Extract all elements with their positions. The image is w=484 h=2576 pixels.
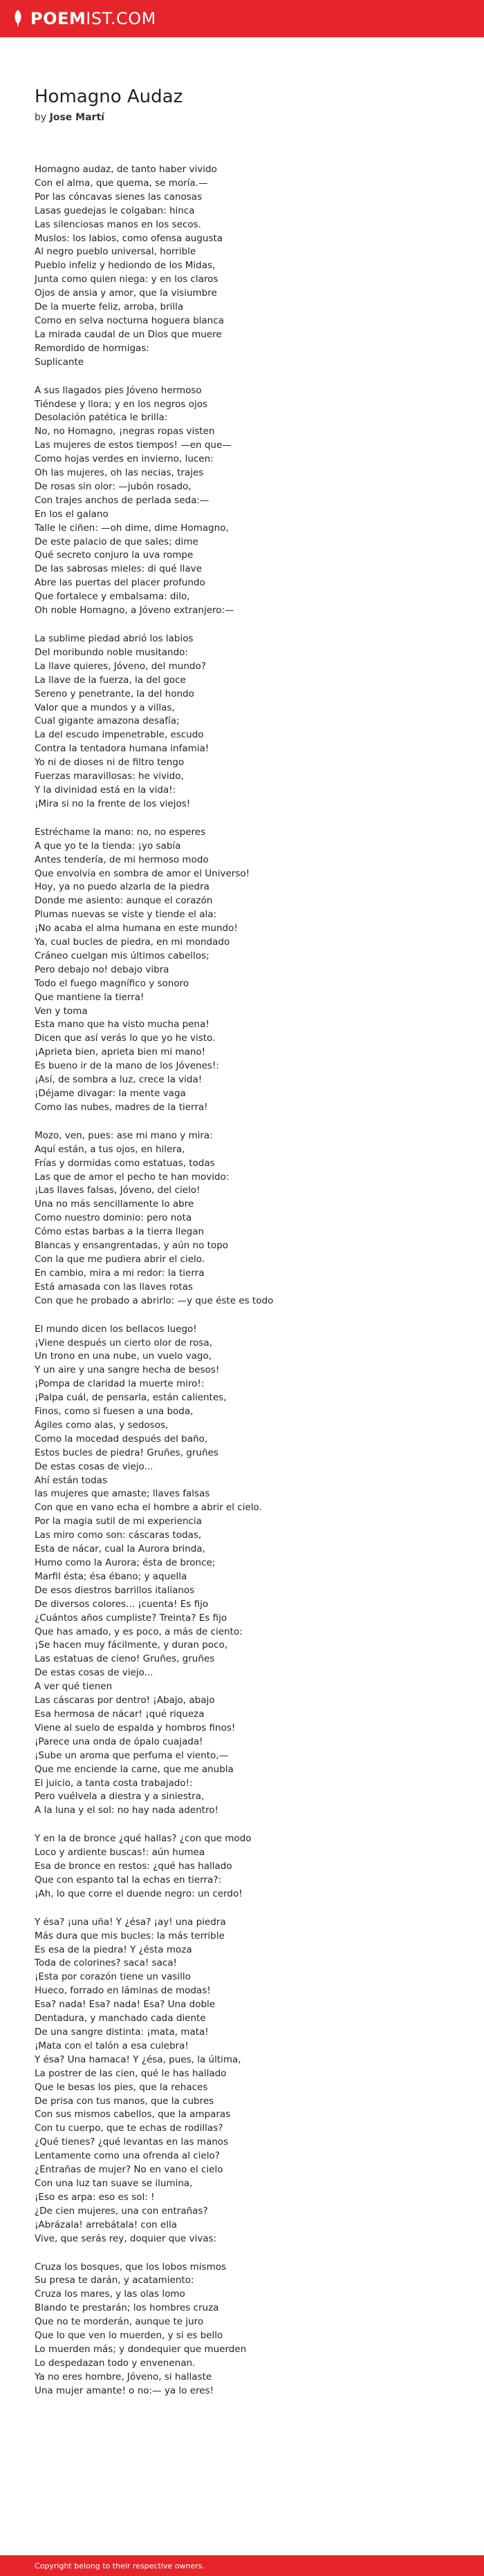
poem-line: Y ésa? ¡una uña! Y ¿ésa? ¡ay! una piedra [35,1916,226,1928]
poem-line: Del moribundo noble musitando: [35,646,188,658]
poem-line: Ven y toma [35,1005,88,1017]
poem-line: Ahí están todas [35,1474,108,1486]
poem-line: Cruza los mares, y las olas lomo [35,2288,185,2300]
stanza [35,384,484,618]
poem-line: El juicio, a tanta costa trabajado!: [35,1777,193,1789]
poem-line: Las mujeres de estos tiempos! —en que— [35,440,232,451]
poem-line: Que has amado, y es poco, a más de ciento: [35,1626,243,1637]
poem-line: Toda de colorines? saca! saca! [35,1957,177,1969]
poem-line: Como las nubes, madres de la tierra! [35,1101,208,1113]
poem-line: Cómo estas barbas a la tierra llegan [35,1226,205,1238]
poem-line: De estas cosas de viejo... [35,1460,153,1472]
poem-line: Pero debajo no! debajo vibra [35,963,169,975]
copyright-text: Copyright belong to their respective owners. [35,2561,205,2570]
poem-line: Por la magia sutil de mi experiencia [35,1516,202,1527]
poem-line: Sereno y penetrante, la del hondo [35,688,194,699]
poem-line: Con tu cuerpo, que te echas de rodillas? [35,2123,223,2134]
poem-line: Con que he probado a abrirlo: —y que éste es todo [35,1295,274,1306]
poem-line: Junta como quien niega: y en los claros [35,274,218,285]
poem-line: Oh noble Homagno, a Jóveno extranjero:— [35,605,234,617]
poem-line: Desolación patética le brilla: [35,412,168,424]
poem-line: Esa de bronce en restos: ¿qué has hallado [35,1861,232,1872]
poem-line: Yo ni de dioses ni de filtro tengo [35,757,185,769]
poem-line: De esos diestros barrillos italianos [35,1584,195,1596]
poem-line: No, no Homagno, ¡negras ropas visten [35,426,215,438]
poem-line: Abre las puertas del placer profundo [35,577,205,589]
poem-line: Es bueno ir de la mano de los Jóvenes!: [35,1060,219,1072]
poem-line: Frías y dormidas como estatuas, todas [35,1157,215,1169]
poem-line: La mirada caudal de un Dios que muere [35,328,222,340]
poem-line: Dicen que así verás lo que yo he visto. [35,1033,216,1044]
poem-line: ¡Eso es arpa: eso es sol: ! [35,2191,155,2203]
site-footer [0,2555,484,2576]
poem-line: Ya no eres hombre, Jóveno, si hallaste [35,2371,212,2382]
poem-line: Como la mocedad después del baño, [35,1433,208,1445]
poem-line: Cual gigante amazona desafía; [35,715,180,727]
poem-line: Blancas y ensangrentadas, y aún no topo [35,1240,229,1252]
poem-line: Vive, que serás rey, doquier que vivas: [35,2232,217,2244]
stanza [35,1129,484,1308]
poem-line: ¡Mira si no la frente de los viejos! [35,798,191,809]
poem-line: Por las cóncavas sienes las canosas [35,191,203,203]
poem-line: La llave quieres, Jóveno, del mundo? [35,660,206,672]
poem-line: Aquí están, a tus ojos, en hilera, [35,1143,185,1155]
poem-line: Humo como la Aurora; ésta de bronce; [35,1557,216,1568]
poem-line: ¡Parece una onda de ópalo cuajada! [35,1736,203,1747]
poem-line: A que yo te la tienda: ¡yo sabía [35,840,181,852]
poem-line: Estréchame la mano: no, no esperes [35,826,206,838]
poem-line: Qué secreto conjuro la uva rompe [35,549,194,561]
poem-line: Una mujer amante! o no:— ya lo eres! [35,2385,214,2396]
poem-line: ¡Viene después un cierto olor de rosa, [35,1337,212,1348]
poem-line: Está amasada con las llaves rotas [35,1281,193,1292]
poem-line: ¿De cien mujeres, una con entrañas? [35,2205,208,2217]
stanza [35,2261,484,2398]
poem-line: Hueco, forrado en láminas de modas! [35,1985,211,1997]
poem-line: Lo despedazan todo y envenenan. [35,2357,196,2369]
poem-line: Plumas nuevas se viste y tiende el ala: [35,909,217,921]
poem-line: ¡No acaba el alma humana en este mundo! [35,923,238,934]
poem-line: Remordido de hormigas: [35,342,149,354]
poem-line: Donde me asiento: aunque el corazón [35,895,213,907]
poem-line: Las miro como son: cáscaras todas, [35,1530,202,1541]
poem-line: Con sus mismos cabellos, que la amparas [35,2109,231,2121]
poem-line: Lasas guedejas le colgaban: hinca [35,205,195,216]
poem-line: Estos bucles de piedra! Gruñes, gruñes [35,1447,218,1458]
poem-line: Y en la de bronce ¿qué hallas? ¿con que modo [35,1833,252,1845]
poem-line: Marfil ésta; ésa ébano; y aquella [35,1570,187,1582]
poem-line: Antes tendería, de mi hermoso modo [35,854,209,865]
poem-line: Lo muerden más; y dondequier que muerden [35,2343,247,2355]
poem-line: A sus llagados pies Jóveno hermoso [35,384,202,396]
site-header [0,0,484,37]
poem-container [0,37,484,2398]
poem-line: Que mantiene la tierra! [35,991,145,1003]
poem-line: ¡Abrázala! arrebátala! con ella [35,2219,178,2230]
poem-line: ¿Qué tienes? ¿qué levantas en las manos [35,2136,229,2148]
poem-line: Blando te prestarán; los hombres cruza [35,2302,219,2314]
poem-line: Que con espanto tal la echas en tierra?: [35,1874,222,1886]
poem-line: En los el galano [35,508,109,520]
poem-line: Cráneo cuelgan mis últimos cabellos; [35,950,210,961]
poem-line: Una no más sencillamente lo abre [35,1198,194,1210]
poem-line: Mozo, ven, pues: ase mi mano y mira: [35,1129,213,1141]
poem-line: Pueblo infeliz y hediondo de los Midas, [35,260,216,272]
logo-bold: POEM [30,9,86,28]
poem-line: Contra la tentadora humana infamia! [35,743,210,755]
poem-line: Loco y ardiente buscas!: aún humea [35,1847,205,1859]
poem-line: ¡Pompa de claridad la muerte miro!: [35,1378,205,1390]
poem-line: Es esa de la piedra! Y ¿ésta moza [35,1944,192,1955]
poem-line: ¡Palpa cuál, de pensarla, están calientes, [35,1392,227,1404]
byline [35,112,484,123]
stanza [35,163,484,370]
poem-line: Y la divinidad está en la vida!: [35,784,176,796]
poem-line: Valor que a mundos y a villas, [35,702,175,713]
poem-line: Oh las mujeres, oh las necias, trajes [35,467,204,479]
poem-line: Que fortalece y embalsama: dilo, [35,591,190,603]
poem-line: Dentadura, y manchado cada diente [35,2013,206,2024]
poem-line: Fuerzas maravillosas: he vivido, [35,771,184,782]
poem-line: ¡Mata con el talón a esa culebra! [35,2040,189,2051]
poem-line: Finos, como si fuesen a una boda, [35,1406,194,1418]
poem-line: ¡Ah, lo que corre el duende negro: un cerdo! [35,1888,243,1899]
stanza [35,1832,484,1901]
poem-line: La postrer de las cien, qué le has hallado [35,2067,227,2079]
poem-line: Que le besas los pies, que la rehaces [35,2081,208,2093]
poem-line: De diversos colores... ¡cuenta! Es fijo [35,1598,209,1610]
poem-line: Como nuestro dominio: pero nota [35,1212,192,1224]
poem-line: En cambio, mira a mi redor: la tierra [35,1267,205,1279]
poem-line: Suplicante [35,356,84,368]
poem-line: De rosas sin olor: —jubón rosado, [35,480,192,492]
poem-line: Que lo que ven lo muerden, y si es bello [35,2330,223,2342]
poem-line: Como hojas verdes en invierno, lucen: [35,453,214,465]
poem-line: Y un aire y una sangre hecha de besos! [35,1364,220,1376]
poem-line: ¡Así, de sombra a luz, crece la vida! [35,1074,203,1086]
poem-line: Que no te morderán, aunque te juro [35,2316,204,2328]
poem-line: Esta de nácar, cual la Aurora brinda, [35,1543,205,1555]
poem-line: Con que en vano echa el hombre a abrir el cielo. [35,1502,262,1514]
poem-line: Ya, cual bucles de piedra, en mi mondado [35,937,230,948]
poem-line: Talle le ciñen: —oh dime, dime Homagno, [35,522,229,534]
poem-line: Hoy, ya no puedo alzarla de la piedra [35,881,210,893]
poem-line: Tiéndese y llora; y en los negros ojos [35,398,207,410]
poem-line: Las silenciosas manos en los secos. [35,218,201,230]
poem-line: ¿Cuántos años cumpliste? Treinta? Es fijo [35,1612,227,1624]
poem-line: ¡Sube un aroma que perfuma el viento,— [35,1749,229,1761]
poem-line: Más dura que mis bucles: la más terrible [35,1930,225,1942]
poem-line: De estas cosas de viejo... [35,1667,153,1679]
poem-line: ¡Se hacen muy fácilmente, y duran poco, [35,1639,227,1651]
stanza [35,632,484,811]
poem-line: Las cáscaras por dentro! ¡Abajo, abajo [35,1695,215,1707]
poem-line: Esa hermosa de nácar! ¡qué riqueza [35,1708,205,1720]
poem-line: De las sabrosas mieles: di qué llave [35,563,202,575]
poem-line: La llave de la fuerza, la del goce [35,674,186,686]
logo-light: IST.COM [86,9,156,28]
poem-line: De este palacio de que sales; dime [35,536,198,547]
poem-line: Muslos: los labios, como ofensa augusta [35,232,223,244]
poem-body [35,163,484,2398]
poem-line: De una sangre distinta: ¡mata, mata! [35,2027,209,2038]
poem-line: Como en selva nocturna hoguera blanca [35,314,224,326]
poem-line: ¡Las llaves falsas, Jóveno, del cielo! [35,1185,201,1196]
quill-icon[interactable] [12,10,24,28]
poem-line: La del escudo impenetrable, escudo [35,729,204,741]
poem-line: Pero vuélvela a diestra y a siniestra, [35,1791,205,1803]
poem-line: Lentamente como una ofrenda al cielo? [35,2150,220,2162]
by-label: by [35,112,47,123]
poem-line: Que envolvía en sombra de amor el Universo! [35,867,250,879]
poem-line: Y ésa? Una hamaca! Y ¿ésa, pues, la última, [35,2053,241,2065]
poem-line: Esa? nada! Esa? nada! Esa? Una doble [35,1999,216,2011]
poem-line: Con trajes anchos de perlada seda:— [35,494,210,506]
author-link[interactable]: Jose Martí [49,112,104,123]
poem-line: Viene al suelo de espalda y hombros finos! [35,1722,236,1733]
poem-line: A ver qué tienen [35,1681,113,1693]
poem-line: De prisa con tus manos, que la cubres [35,2095,214,2107]
poem-line: Con el alma, que quema, se moría.— [35,177,208,189]
poem-line: Con la que me pudiera abrir el cielo. [35,1253,205,1265]
poem-line: Esta mano que ha visto mucha pena! [35,1019,210,1031]
poem-line: ¿Entrañas de mujer? No en vano el cielo [35,2164,223,2176]
poem-line: A la luna y el sol: no hay nada adentro! [35,1805,218,1816]
poem-line: Ágiles como alas, y sedosos, [35,1419,169,1431]
poem-line: ¡Esta por corazón tiene un vasillo [35,1971,191,1983]
poem-line: Al negro pueblo universal, horrible [35,246,196,258]
poem-line: Su presa te darán, y acatamiento: [35,2275,194,2286]
poem-line: Que me enciende la carne, que me anubla [35,1763,234,1775]
poem-line: Cruza los bosques, que los lobos mismos [35,2261,227,2273]
poem-line: Ojos de ansia y amor, que la visiumbre [35,288,217,299]
poem-line: La sublime piedad abrió los labios [35,633,194,644]
poem-title: Homagno Audaz [35,86,183,107]
poem-line: Las que de amor el pecho te han movido: [35,1171,230,1183]
stanza [35,1323,484,1818]
poem-line: El mundo dicen los bellacos luego! [35,1323,197,1335]
poem-line: Todo el fuego magnífico y sonoro [35,977,189,989]
poem-line: las mujeres que amaste; llaves falsas [35,1488,210,1500]
stanza [35,1916,484,2246]
poem-line: ¡Déjame divagar: la mente vaga [35,1088,186,1099]
site-logo[interactable] [30,9,156,28]
poem-line: ¡Aprieta bien, aprieta bien mi mano! [35,1046,206,1058]
poem-line: Homagno audaz, de tanto haber vivido [35,164,217,175]
poem-line: Las estatuas de cieno! Gruñes, gruñes [35,1653,215,1665]
poem-line: Un trono en una nube, un vuelo vago, [35,1351,212,1362]
poem-line: De la muerte feliz, arroba, brilla [35,301,184,313]
poem-line: Con una luz tan suave se ilumina, [35,2177,193,2189]
stanza [35,826,484,1115]
